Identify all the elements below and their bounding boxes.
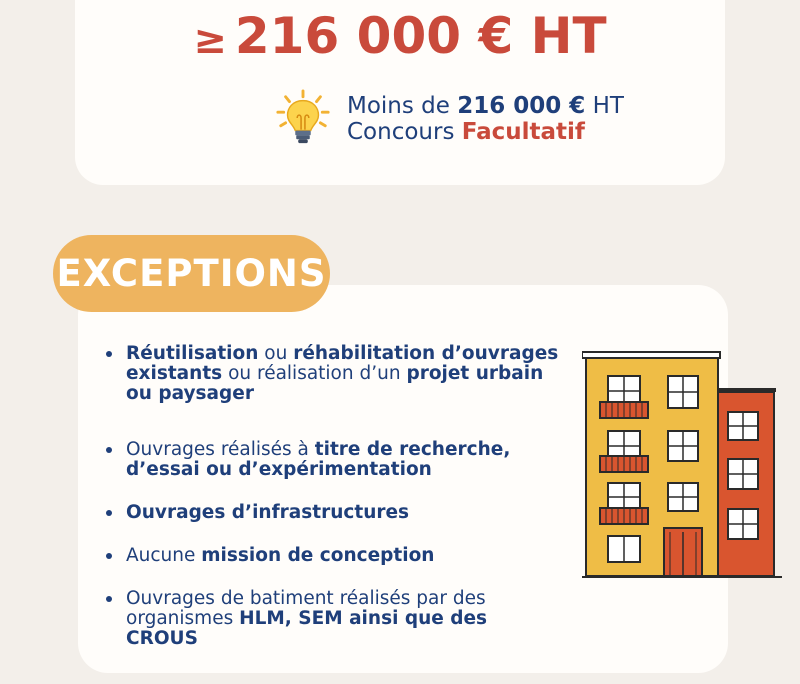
list-item: Ouvrages réalisés à titre de recherche, d’essai ou d’expérimentation bbox=[104, 440, 564, 480]
lightbulb-icon bbox=[274, 88, 332, 148]
note-amount: 216 000 € bbox=[457, 93, 586, 119]
threshold-note bbox=[270, 93, 690, 153]
note-text bbox=[347, 93, 624, 145]
threshold-amount bbox=[75, 7, 725, 65]
list-item: Réutilisation ou réhabilitation d’ouvrages existants ou réalisation d’un projet urbain ou paysager bbox=[104, 344, 564, 404]
note-emphasis: Facultatif bbox=[461, 119, 585, 145]
apartment-building-illustration bbox=[582, 346, 782, 581]
exceptions-list bbox=[104, 344, 564, 649]
exceptions-title: EXCEPTIONS bbox=[53, 235, 330, 312]
threshold-card bbox=[75, 0, 725, 185]
list-item: Aucune mission de conception bbox=[104, 546, 564, 566]
list-item: Ouvrages d’infrastructures bbox=[104, 503, 564, 523]
note-line-concours: Concours Facultatif bbox=[347, 119, 585, 145]
list-item: Ouvrages de batiment réalisés par des organismes HLM, SEM ainsi que des CROUS bbox=[104, 589, 564, 649]
greater-equal-symbol: ≥ bbox=[193, 17, 227, 63]
threshold-value: 216 000 € HT bbox=[234, 7, 607, 65]
note-line-amount: Moins de 216 000 € HT bbox=[347, 93, 624, 119]
